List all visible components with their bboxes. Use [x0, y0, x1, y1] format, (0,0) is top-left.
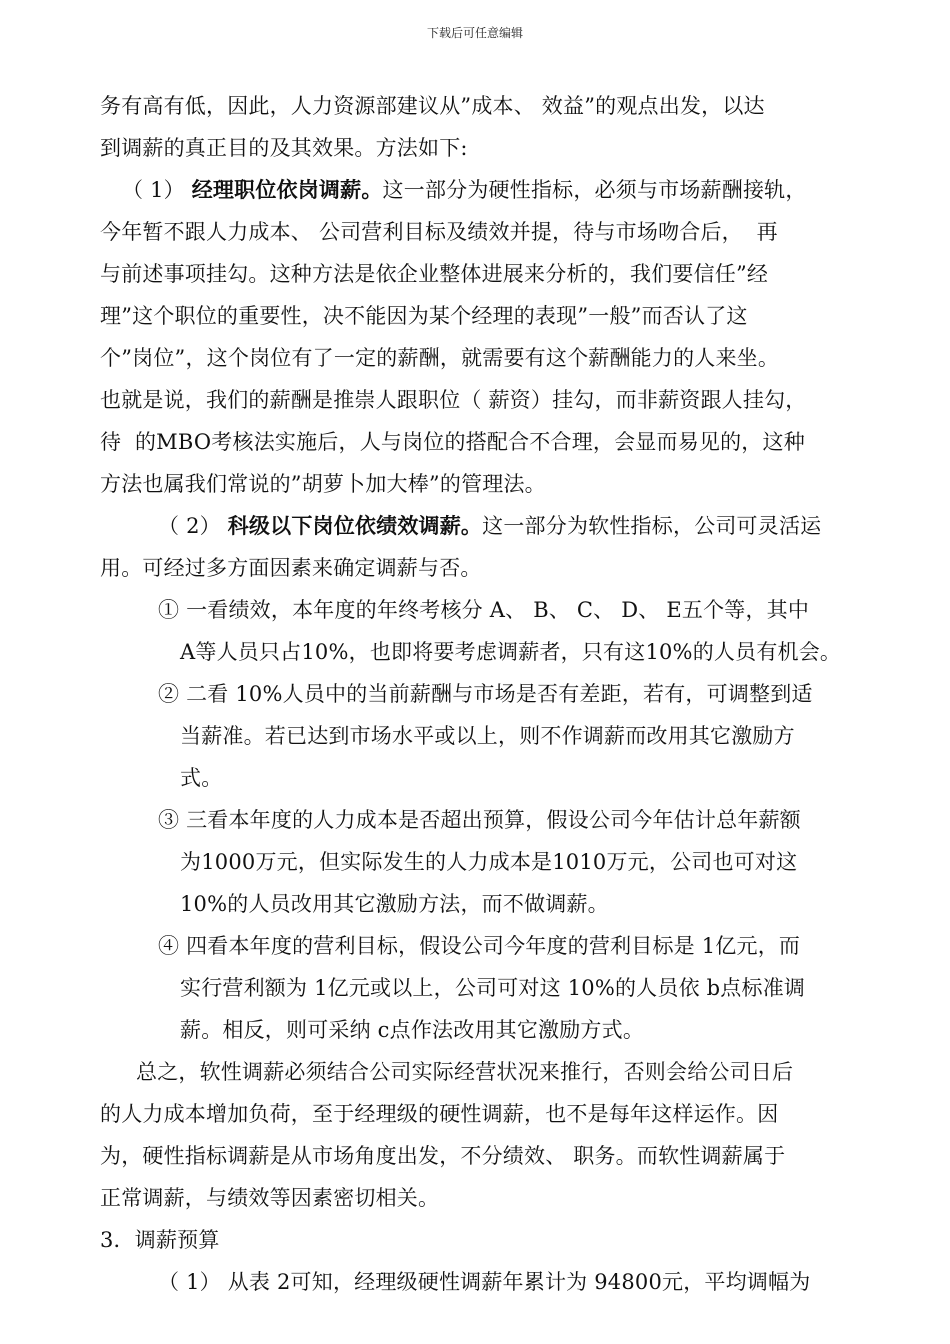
paragraph-line: 也就是说，我们的薪酬是推崇人跟职位（ 薪资）挂勾，而非薪资跟人挂勾， — [100, 388, 807, 412]
list-item-line: 为1000万元，但实际发生的人力成本是1010万元，公司也可对这 — [180, 850, 798, 874]
paragraph-line: 为，硬性指标调薪是从市场角度出发，不分绩效、 职务。而软性调薪属于 — [100, 1144, 786, 1168]
paragraph-line — [158, 505, 862, 547]
list-item-line: ① 一看绩效，本年度的年终考核分 A、 B、 C、 D、 E五个等，其中 — [158, 598, 810, 622]
bold-heading: 科级以下岗位依绩效调薪。 — [227, 513, 483, 538]
page-header: 下载后可任意编辑 — [426, 26, 523, 40]
paragraph-line: 总之，软性调薪必须结合公司实际经营状况来推行，否则会给公司日后 — [136, 1060, 794, 1084]
list-item-line: ③ 三看本年度的人力成本是否超出预算，假设公司今年估计总年薪额 — [158, 808, 801, 832]
paragraph-line: 方法也属我们常说的”胡萝卜加大棒”的管理法。 — [100, 472, 546, 496]
list-item-line: 薪。相反，则可采纳 c点作法改用其它激励方式。 — [180, 1018, 645, 1042]
paragraph-line: 与前述事项挂勾。这种方法是依企业整体进展来分析的，我们要信任”经 — [100, 262, 769, 286]
paragraph-line — [122, 169, 862, 211]
paragraph-text: 这一部分为软性指标，公司可灵活运 — [482, 514, 822, 538]
paragraph-line: （ 1） 从表 2可知，经理级硬性调薪年累计为 94800元，平均调幅为 — [158, 1270, 811, 1294]
paragraph-line: 务有高有低，因此，人力资源部建议从”成本、 效益”的观点出发，以达 — [100, 94, 765, 118]
paragraph-text: 这一部分为硬性指标，必须与市场薪酬接轨， — [382, 178, 807, 202]
paragraph-line: 的人力成本增加负荷，至于经理级的硬性调薪，也不是每年这样运作。因 — [100, 1102, 779, 1126]
list-marker: （ 1） — [122, 178, 185, 202]
list-item-line: 10%的人员改用其它激励方法，而不做调薪。 — [180, 892, 609, 916]
paragraph-line: 今年暂不跟人力成本、 公司营利目标及绩效并提，待与市场吻合后， 再 — [100, 220, 778, 244]
paragraph-line: 理”这个职位的重要性，决不能因为某个经理的表现”一般”而否认了这 — [100, 304, 748, 328]
paragraph-line: 待 的MBO考核法实施后，人与岗位的搭配合不合理，会显而易见的，这种 — [100, 430, 805, 454]
section-heading: 3．调薪预算 — [100, 1228, 220, 1252]
list-item-line: 当薪准。若已达到市场水平或以上，则不作调薪而改用其它激励方 — [180, 724, 795, 748]
list-item-line: ④ 四看本年度的营利目标，假设公司今年度的营利目标是 1亿元，而 — [158, 934, 801, 958]
paragraph-line: 用。可经过多方面因素来确定调薪与否。 — [100, 556, 482, 580]
list-item-line: 实行营利额为 1亿元或以上，公司可对这 10%的人员依 b点标准调 — [180, 976, 806, 1000]
document-body — [100, 85, 862, 1303]
paragraph-line: 正常调薪，与绩效等因素密切相关。 — [100, 1186, 440, 1210]
bold-heading: 经理职位依岗调薪。 — [191, 177, 383, 202]
list-item-line: A等人员只占10%，也即将要考虑调薪者，只有这10%的人员有机会。 — [180, 640, 842, 664]
paragraph-line: 个”岗位”，这个岗位有了一定的薪酬，就需要有这个薪酬能力的人来坐。 — [100, 346, 780, 370]
list-marker: （ 2） — [158, 514, 221, 538]
list-item-line: 式。 — [180, 766, 223, 790]
list-item-line: ② 二看 10%人员中的当前薪酬与市场是否有差距，若有，可调整到适 — [158, 682, 813, 706]
paragraph-line: 到调薪的真正目的及其效果。方法如下: — [100, 136, 468, 160]
